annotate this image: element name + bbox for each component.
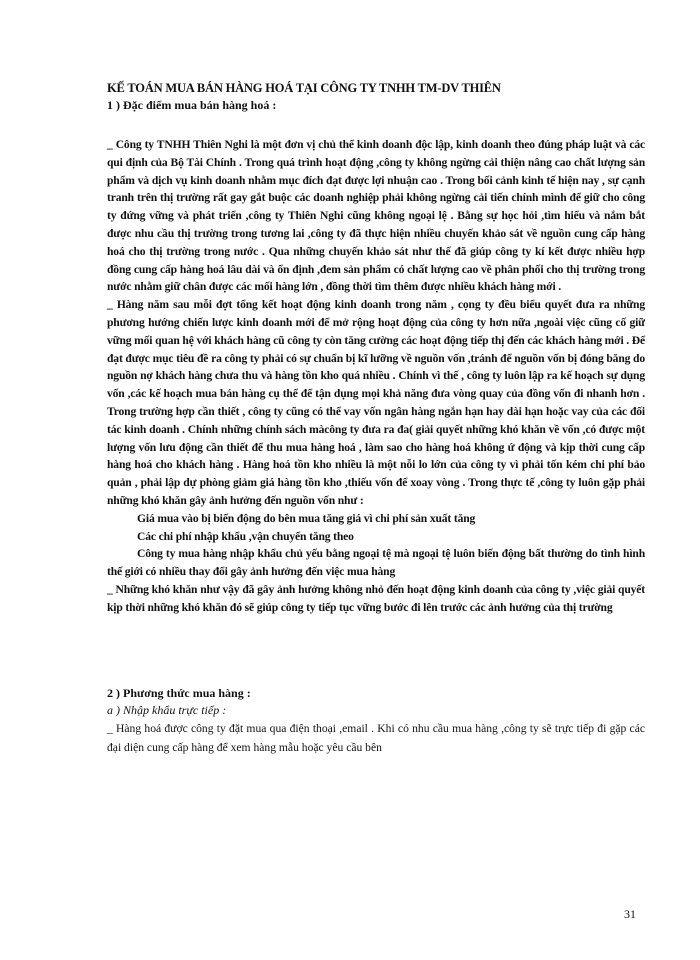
section-2-heading: 2 ) Phương thức mua hàng :: [107, 685, 251, 700]
section-1-paragraph-4: _ Những khó khăn như vậy đã gây ảnh hưởng không nhỏ đến hoạt động kinh doanh của công ty ,việc giải quyết kịp thời những khó khăn đó sẽ giúp công ty tiếp tục vững bước đi lên trước các ảnh hưởng của thị trường: [107, 582, 645, 614]
spacer: [107, 617, 645, 685]
section-1-paragraph-3: Công ty mua hàng nhập khẩu chủ yếu bằng ngoại tệ mà ngoại tệ luôn biến động bất thường do tình hình thế giới có nhiều thay đổi gây ảnh hưởng đến việc mua hàng: [107, 547, 645, 579]
section-1-paragraph-2: _ Hàng năm sau mỗi đợt tổng kết hoạt động kinh doanh trong năm , cọng ty đều biểu quyết đưa ra những phương hướng chiến lược kinh doanh mới để mở rộng hoạt động của công ty hơn nữa ,ngoài việc cũng cố giữ vững mối quan hệ với khách hàng cũ công ty còn tăng cường các hoạt động tiếp thị đến các khách hàng mới . Để đạt được mục tiêu đề ra công ty phải có sự chuẩn bị kĩ lưỡng về nguồn vốn ,tránh để nguồn vốn bị đóng băng do nguồn nợ khách hàng chưa thu và hàng tồn kho quá nhiều . Chính vì thế , công ty luôn lập ra kế hoạch sự dụng vốn ,các kế hoạch mua bán hàng cụ thể để tận dụng mọi khả năng đưa vòng quay của đồng vốn đi nhanh hơn . Trong trường hợp cần thiết , công ty cũng có thể vay vốn ngân hàng ngắn hạn hay dài hạn hoặc vay của các đối tác kinh doanh . Chính những chính sách màcông ty đưa ra đa( giải quyết những khó khăn về vốn ,có được một lượng vốn lưu động cần thiết để thu mua hàng hoá , làm sao cho hàng hoá không ứ động và kịp thời cung cấp hàng hoá cho khách hàng . Hàng hoá tồn kho nhiều là một nỗi lo lớn của công ty vì phải tốn kém chi phí bảo quản , phải lập dự phòng giảm giá hàng tồn kho ,thiếu vốn để xoay vòng . Trong thực tế ,công ty luôn gặp phải những khó khăn gây ảnh hưởng đến nguồn vốn như :: [107, 298, 645, 507]
page-number: 31: [624, 907, 636, 921]
difficulty-item-2: Các chi phí nhập khẩu ,vận chuyển tăng theo: [137, 529, 354, 543]
section-2a-heading: a ) Nhập khẩu trực tiếp :: [107, 702, 227, 717]
section-1-paragraph-1: _ Công ty TNHH Thiên Nghi là một đơn vị chủ thể kinh doanh độc lập, kinh doanh theo đúng pháp luật và các qui định của Bộ Tài Chính . Trong quá trình hoạt động ,công ty không ngừng cải thiện nâng cao chất lượng sản phẩm và dịch vụ kinh doanh nhằm mục đích đạt được lợi nhuận cao . Trong bối cảnh kinh tế hiện nay , sự cạnh tranh trên thị trường rất gay gắt buộc các doanh nghiệp phải không ngừng cải tiến chính mình để giữ cho công ty đứng vững và phát triển ,công ty Thiên Nghi cũng không ngoại lệ . Bằng sự học hỏi ,tìm hiểu và nắm bắt được nhu cầu thị trường trong tương lai ,công ty đã thực hiện nhiều chuyến khảo sát về nguồn cung cấp hàng hoá cho thị trường trong nước . Qua những chuyến khảo sát như thế đã giúp công ty kí kết được nhiều hợp đồng cung cấp hàng hoá lâu dài và ổn định ,đem sản phẩm có chất lượng cao về phân phối cho thị trường trong nước nhằm giữ chân được các mối hàng lớn , đồng thời tìm thêm được nhiều khách hàng mới .: [107, 138, 645, 294]
difficulty-item-1: Giá mua vào bị biến động do bên mua tăng giá vì chi phí sản xuất tăng: [137, 511, 476, 525]
page-content: [107, 80, 645, 757]
section-1-body: [107, 136, 645, 617]
document-title: KẾ TOÁN MUA BÁN HÀNG HOÁ TẠI CÔNG TY TNHH TM-DV THIÊN: [107, 81, 501, 95]
section-1-heading: 1 ) Đặc điểm mua bán hàng hoá :: [107, 98, 277, 112]
section-2-paragraph-1: _ Hàng hoá được công ty đặt mua qua điện thoại ,email . Khi có nhu cầu mua hàng ,công ty sẽ trực tiếp đi gặp các đại diện cung cấp hàng để xem hàng mẫu hoặc yêu cầu bên: [107, 721, 645, 754]
